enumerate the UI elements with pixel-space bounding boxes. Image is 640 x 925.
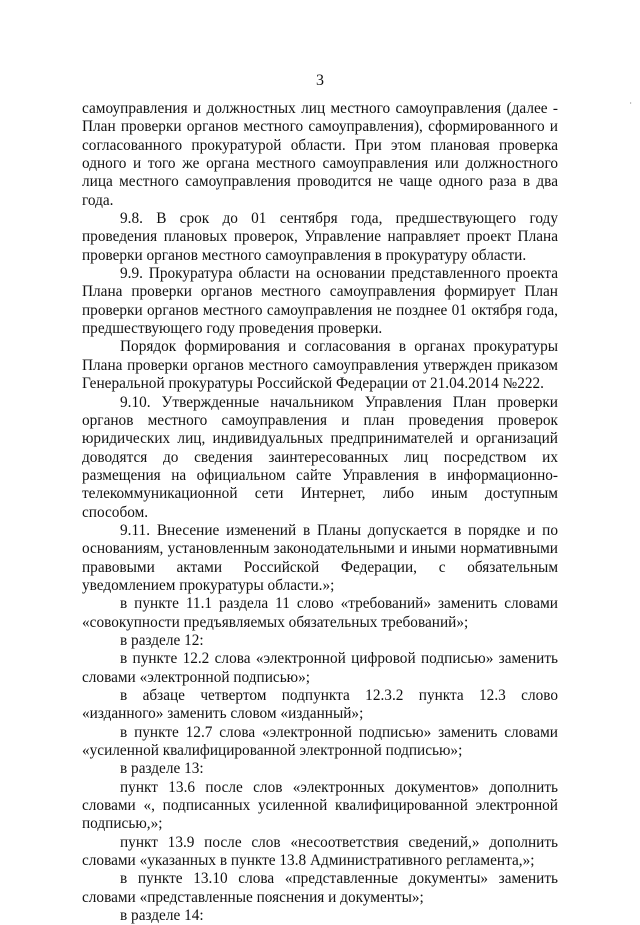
paragraph: пункт 13.6 после слов «электронных документов» дополнить словами «, подписанных усиленной квалифицированной электронной подписью,»; xyxy=(82,778,558,833)
corner-mark: · xyxy=(629,99,632,108)
paragraph: в пункте 11.1 раздела 11 слово «требований» заменить словами «совокупности предъявляемых обязательных требований»; xyxy=(82,595,558,631)
paragraph: пункт 13.9 после слов «несоответствия сведений,» дополнить словами «указанных в пункте 13.8 Административного регламента,»; xyxy=(82,833,558,870)
paragraph: в разделе 14: xyxy=(120,907,204,925)
paragraph: в абзаце четвертом подпункта 12.3.2 пункта 12.3 слово «изданного» заменить словом «изданный»; xyxy=(82,687,558,723)
paragraph: в пункте 12.7 слова «электронной подписью» заменить словами «усиленной квалифицированной электронной подписью»; xyxy=(82,723,558,760)
paragraph: 9.11. Внесение изменений в Планы допускается в порядке и по основаниям, установленным законодательными и иными нормативными правовыми актами Российской Федерации, с обязательным уведомлением прокуратуры области.»; xyxy=(82,521,558,594)
paragraph: 9.10. Утвержденные начальником Управления План проверки органов местного самоуправления и план проведения проверок юридических лиц, индивидуальных предпринимателей и организаций доводятся до сведения заинтересованных лиц посредством их размещения на официальном сайте Управления в информационно-телекоммуникационной сети Интернет, либо иным доступным способом. xyxy=(82,393,558,521)
paragraph: в разделе 13: xyxy=(120,760,204,778)
paragraph: в пункте 13.10 слова «представленные документы» заменить словами «представленные пояснения и документы»; xyxy=(82,870,558,906)
paragraph: 9.8. В срок до 01 сентября года, предшествующего году проведения плановых проверок, Управление направляет проект Плана проверки органов местного самоуправления в прокуратуру области. xyxy=(82,210,558,264)
paragraph: в разделе 12: xyxy=(120,631,204,649)
paragraph: Порядок формирования и согласования в органах прокуратуры Плана проверки органов местного самоуправления утвержден приказом Генеральной прокуратуры Российской Федерации от 21.04.2014 №222. xyxy=(82,338,558,393)
paragraph: самоуправления и должностных лиц местного самоуправления (далее - План проверки органов местного самоуправления), сформированного и согласованного прокуратурой области. При этом плановая проверка одного и того же органа местного самоуправления или должностного лица местного самоуправления проводится не чаще одного раза в два года. xyxy=(82,100,558,209)
document-body xyxy=(82,100,558,925)
page-number: 3 xyxy=(316,72,324,89)
paragraph: 9.9. Прокуратура области на основании представленного проекта Плана проверки органов местного самоуправления формирует План проверки органов местного самоуправления не позднее 01 октября года, предшествующего году проведения проверки. xyxy=(82,265,558,338)
paragraph: в пункте 12.2 слова «электронной цифровой подписью» заменить словами «электронной подписью»; xyxy=(82,650,558,686)
